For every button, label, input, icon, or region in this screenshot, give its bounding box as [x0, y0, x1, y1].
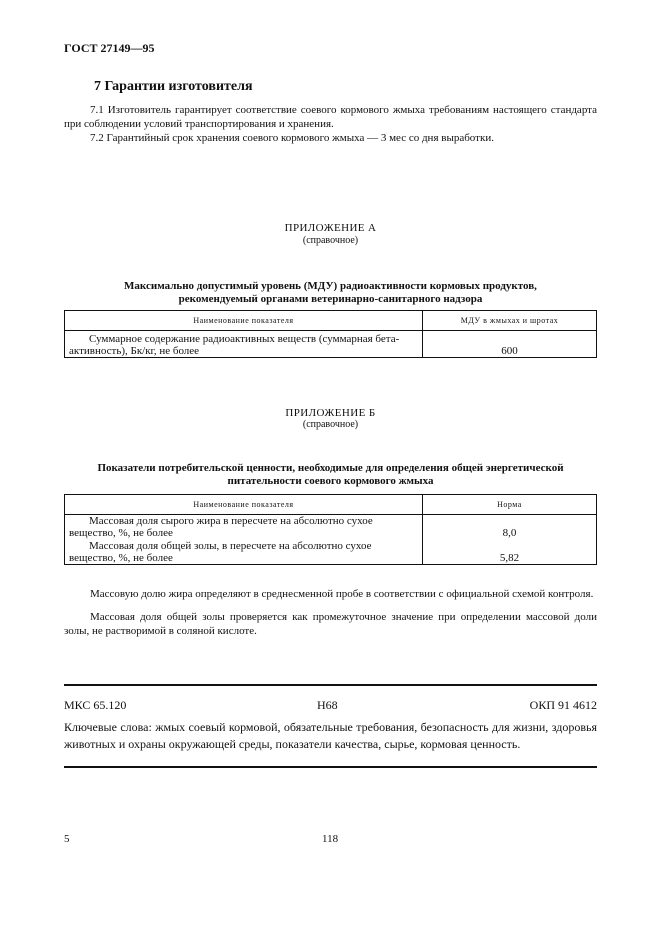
- keywords: Ключевые слова: жмых соевый кормовой, обязательные требования, безопасность для жизни, здоровья животных и охраны окружающей среды, показатели качества, сырье, кормовая ценность.: [64, 720, 597, 751]
- document-header: ГОСТ 27149—95: [64, 41, 155, 55]
- table-row: [65, 539, 597, 565]
- appendix-a-subtitle: (справочное): [302, 235, 359, 246]
- indicator-name: Массовая доля общей золы, в пересчете на абсолютно сухое вещество, %, не более: [65, 539, 423, 565]
- column-header: Наименование показателя: [65, 311, 423, 331]
- footer-top-rule: [64, 684, 597, 686]
- page-number-center: 118: [322, 833, 339, 845]
- column-header: Норма: [423, 495, 597, 515]
- column-header: МДУ в жмыхах и шротах: [423, 311, 597, 331]
- appendix-b-title: ПРИЛОЖЕНИЕ Б: [285, 407, 376, 419]
- appendix-a-table: [64, 310, 597, 358]
- appendix-b-table-title-line2: питательности соевого кормового жмыха: [227, 475, 434, 487]
- note-ash-text: Массовая доля общей золы проверяется как промежуточное значение при определении массовой доли золы, не растворимой в соляной кислоте.: [64, 611, 597, 637]
- indicator-name: Суммарное содержание радиоактивных веществ (суммарная бета-активность), Бк/кг, не более: [65, 331, 423, 358]
- paragraph-7-2-text: 7.2 Гарантийный срок хранения соевого кормового жмыха — 3 мес со дня выработки.: [90, 132, 494, 144]
- footer-bottom-rule: [64, 766, 597, 768]
- appendix-a-table-title-line2: рекомендуемый органами ветеринарно-санитарного надзора: [178, 293, 483, 305]
- note-fat: [64, 587, 597, 601]
- paragraph-7-2: [64, 131, 597, 145]
- page-number-left: 5: [64, 833, 70, 845]
- paragraph-7-1-text: 7.1 Изготовитель гарантирует соответствие соевого кормового жмыха требованиям настоящего стандарта при соблюдении условий транспортирования и хранения.: [64, 104, 597, 130]
- appendix-a-table-title: [64, 280, 597, 306]
- table-row: [65, 331, 597, 358]
- appendix-a-title: ПРИЛОЖЕНИЕ А: [284, 222, 377, 234]
- indicator-value: 600: [423, 331, 597, 358]
- indicator-value: 5,82: [423, 539, 597, 565]
- mks-code: МКС 65.120: [64, 698, 127, 712]
- table-header-row: [65, 311, 597, 331]
- note-fat-text: Массовую долю жира определяют в среднесменной пробе в соответствии с официальной схемой контроля.: [90, 588, 594, 600]
- appendix-b-table-title: [64, 462, 597, 488]
- appendix-b-table: [64, 494, 597, 565]
- category-code: Н68: [317, 698, 338, 712]
- section-title: 7 Гарантии изготовителя: [94, 79, 253, 94]
- note-ash: [64, 610, 597, 638]
- appendix-b-table-title-line1: Показатели потребительской ценности, необходимые для определения общей энергетической: [97, 462, 564, 474]
- indicator-value: 8,0: [423, 515, 597, 540]
- appendix-a-table-title-line1: Максимально допустимый уровень (МДУ) радиоактивности кормовых продуктов,: [124, 280, 537, 292]
- okp-code: ОКП 91 4612: [529, 698, 597, 712]
- table-row: [65, 515, 597, 540]
- table-header-row: [65, 495, 597, 515]
- column-header: Наименование показателя: [65, 495, 423, 515]
- indicator-name: Массовая доля сырого жира в пересчете на абсолютно сухое вещество, %, не более: [65, 515, 423, 540]
- appendix-b-subtitle: (справочное): [302, 419, 359, 430]
- paragraph-7-1: [64, 103, 597, 131]
